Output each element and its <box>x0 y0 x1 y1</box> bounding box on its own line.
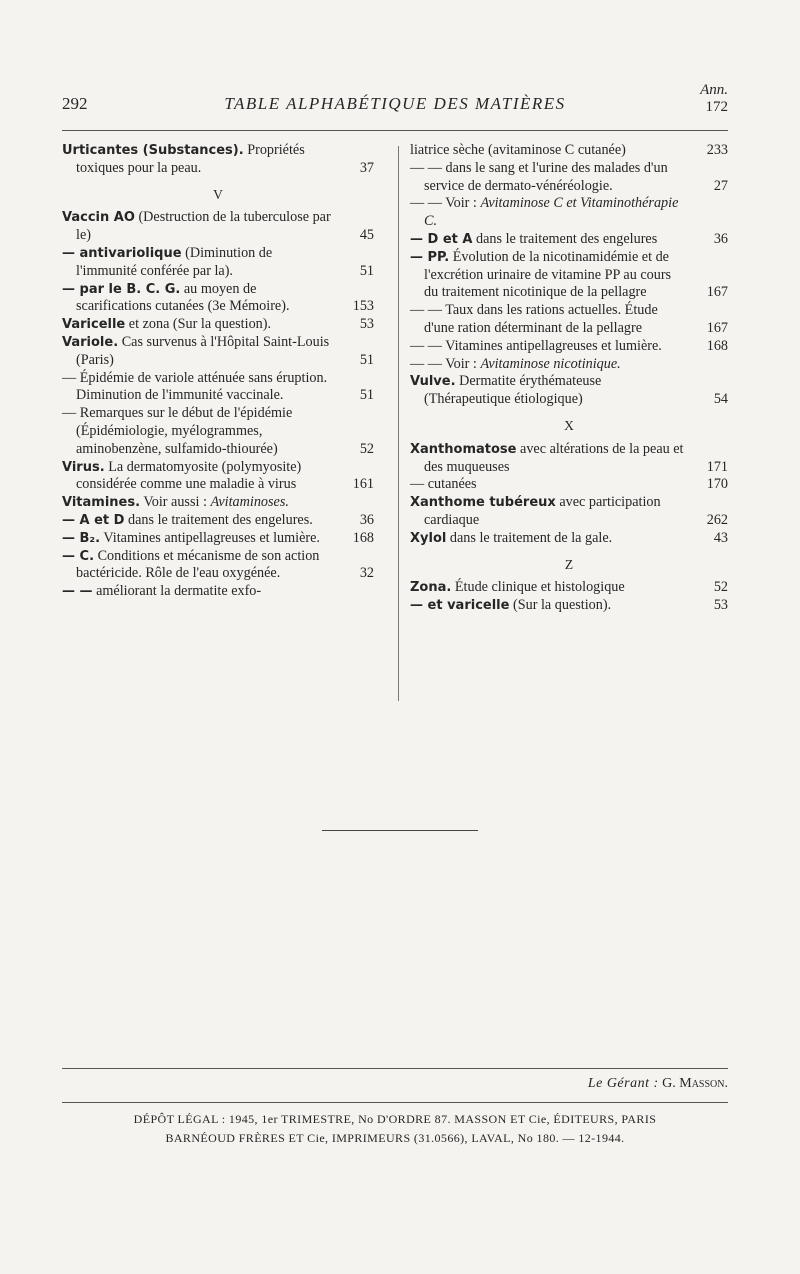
entry-text: avec altérations de la peau et des muqueuses <box>424 440 684 475</box>
entry-heading: Zona. <box>410 580 452 596</box>
entry-text: Propriétés toxiques pour la peau. <box>76 142 305 176</box>
imprint-line-1: DÉPÔT LÉGAL : 1945, 1er TRIMESTRE, No D'ORDRE 87. MASSON ET Cie, ÉDITEURS, PARIS <box>133 1112 657 1126</box>
entry-heading: — — <box>62 584 93 600</box>
entry-text: — cutanées <box>410 476 477 493</box>
entry-text: (Sur la question). <box>509 597 612 614</box>
imprint-line-2: BARNÉOUD FRÈRES ET Cie, IMPRIMEURS (31.0566), LAVAL, No 180. — 12-1944. <box>165 1131 625 1145</box>
index-entry <box>62 316 374 334</box>
entry-page-number: 233 <box>706 142 728 158</box>
entry-text: Dermatite érythémateuse (Thérapeutique étiologique) <box>424 373 602 408</box>
page-header <box>62 82 728 130</box>
page-number: 292 <box>62 94 88 113</box>
entry-page-number: 27 <box>713 177 728 194</box>
entry-heading: — C. <box>62 548 95 564</box>
entry-page-number: 168 <box>706 337 728 354</box>
index-entry <box>62 548 374 584</box>
entry-page-number: 51 <box>359 262 374 279</box>
entry-text: liatrice sèche (avitaminose C cutanée) <box>410 142 626 158</box>
entry-text: Conditions et mécanisme de son action bactéricide. Rôle de l'eau oxygénée. <box>76 547 320 582</box>
index-entry <box>410 302 728 338</box>
entry-text: Vitamines antipellagreuses et lumière. <box>100 529 320 546</box>
gerant-name: G. Masson. <box>662 1076 728 1091</box>
entry-page-number: 45 <box>359 227 374 244</box>
entry-text: — Remarques sur le début de l'épidémie (Épidémiologie, myélogrammes, aminobenzène, sulfamido-thiourée) <box>62 405 293 457</box>
entry-heading: — antivariolique <box>62 245 182 261</box>
entry-text: Étude clinique et histologique <box>451 579 625 596</box>
section-letter: X <box>564 417 574 433</box>
entry-heading: — D et A <box>410 231 473 247</box>
entry-page-number: 167 <box>706 284 728 301</box>
section-letter: V <box>213 186 223 202</box>
entry-text: — — Voir : <box>410 355 481 372</box>
journal-reference <box>700 82 728 116</box>
index-entry <box>410 249 728 302</box>
entry-heading: Xanthome tubéreux <box>410 495 556 511</box>
index-entry <box>410 373 728 409</box>
index-entry <box>62 245 374 281</box>
entry-page-number: 53 <box>713 597 728 614</box>
header-rule <box>62 130 728 131</box>
section-letter: Z <box>564 556 574 572</box>
entry-page-number: 262 <box>706 511 728 528</box>
entry-page-number: 54 <box>713 391 728 408</box>
entry-crossref: Avitaminoses. <box>210 494 289 511</box>
entry-crossref: Avitaminose nicotinique. <box>480 355 621 372</box>
entry-page-number: 52 <box>713 579 728 596</box>
entry-text: — — dans le sang et l'urine des malades d'un service de dermato-vénéréologie. <box>410 159 668 194</box>
entry-page-number: 51 <box>359 387 374 404</box>
entry-text: — — Taux dans les rations actuelles. Étude d'une ration déterminant de la pellagre <box>410 302 658 336</box>
entry-page-number: 167 <box>706 319 728 336</box>
index-entry <box>62 209 374 245</box>
index-entry <box>62 405 374 458</box>
index-entry <box>410 231 728 249</box>
entry-heading: — A et D <box>62 512 125 528</box>
entry-text: — Épidémie de variole atténuée sans éruption. Diminution de l'immunité vaccinale. <box>62 369 328 404</box>
entry-text: Évolution de la nicotinamidémie et de l'excrétion urinaire de vitamine PP au cours du traitement nicotinique de la pellagre <box>424 248 672 301</box>
index-entry <box>62 583 374 601</box>
entry-page-number: 53 <box>359 316 374 333</box>
entry-crossref: Avitaminose C et Vitaminothérapie C. <box>424 195 679 230</box>
entry-text: dans le traitement des engelures. <box>124 511 313 528</box>
entry-heading: Xanthomatose <box>410 441 517 457</box>
entry-page-number: 171 <box>706 458 728 475</box>
index-entry <box>62 142 374 178</box>
index-column-left <box>62 142 374 601</box>
index-entry <box>410 356 728 374</box>
index-entry <box>62 334 374 370</box>
index-entry <box>410 530 728 548</box>
entry-heading: Vulve. <box>410 374 456 390</box>
entry-text: — — Vitamines antipellagreuses et lumière. <box>410 337 662 354</box>
entry-text: dans le traitement de la gale. <box>446 529 613 546</box>
index-entry <box>62 512 374 530</box>
index-entry <box>410 338 728 356</box>
footer-rule-top <box>62 1068 728 1069</box>
end-of-index-rule <box>322 830 478 831</box>
gerant-label: Le Gérant : <box>587 1076 659 1091</box>
index-entry <box>410 195 728 231</box>
entry-text: (Diminution de l'immunité conférée par la). <box>76 244 273 279</box>
entry-heading: — et varicelle <box>410 598 510 614</box>
entry-text: La dermatomyosite (polymyosite) considérée comme une maladie à virus <box>76 458 302 493</box>
entry-page-number: 170 <box>706 476 728 493</box>
entry-heading: Urticantes (Substances). <box>62 143 244 158</box>
entry-text: Cas survenus à l'Hôpital Saint-Louis (Paris) <box>76 333 330 368</box>
entry-heading: — PP. <box>410 249 450 265</box>
entry-heading: Varicelle <box>62 317 126 333</box>
entry-heading: — par le B. C. G. <box>62 281 181 297</box>
entry-page-number: 161 <box>352 476 374 493</box>
index-entry <box>410 160 728 196</box>
index-entry <box>410 579 728 597</box>
entry-heading: — B₂. <box>62 530 101 546</box>
running-title: TABLE ALPHABÉTIQUE DES MATIÈRES <box>224 94 566 113</box>
footer-rule-bottom <box>62 1102 728 1103</box>
entry-heading: Xylol <box>410 530 447 546</box>
entry-page-number: 36 <box>713 230 728 247</box>
entry-page-number: 37 <box>359 159 374 176</box>
entry-page-number: 43 <box>713 529 728 546</box>
ann-label: Ann. <box>700 82 728 98</box>
entry-text: (Destruction de la tuberculose par le) <box>76 209 331 244</box>
index-entry <box>62 494 374 512</box>
index-entry <box>410 441 728 477</box>
column-divider <box>398 146 399 701</box>
entry-heading: Variole. <box>62 334 119 350</box>
index-entry <box>62 370 374 406</box>
index-entry <box>62 281 374 317</box>
index-entry <box>62 459 374 495</box>
entry-page-number: 52 <box>359 440 374 457</box>
gerant-line <box>588 1076 728 1092</box>
entry-heading: Virus. <box>62 459 105 475</box>
entry-heading: Vaccin AO <box>62 210 135 226</box>
entry-page-number: 36 <box>359 511 374 528</box>
index-entry <box>62 530 374 548</box>
index-column-right <box>410 142 728 615</box>
ann-volume: 172 <box>705 99 728 115</box>
entry-page-number: 153 <box>352 298 374 315</box>
entry-text: au moyen de scarifications cutanées (3e Mémoire). <box>76 280 290 315</box>
index-entry <box>410 142 728 160</box>
index-entry <box>410 597 728 615</box>
entry-page-number: 32 <box>359 565 374 582</box>
index-entry <box>410 494 728 530</box>
entry-text: dans le traitement des engelures <box>472 230 658 247</box>
entry-text: améliorant la dermatite exfo- <box>92 583 262 600</box>
entry-text: et zona (Sur la question). <box>125 316 272 333</box>
entry-page-number: 51 <box>359 351 374 368</box>
entry-page-number: 168 <box>352 529 374 546</box>
entry-text: avec participation cardiaque <box>424 494 661 528</box>
index-entry <box>410 476 728 494</box>
entry-text: — — Voir : <box>410 195 481 212</box>
entry-text: Voir aussi : <box>140 494 211 511</box>
entry-heading: Vitamines. <box>62 495 141 511</box>
